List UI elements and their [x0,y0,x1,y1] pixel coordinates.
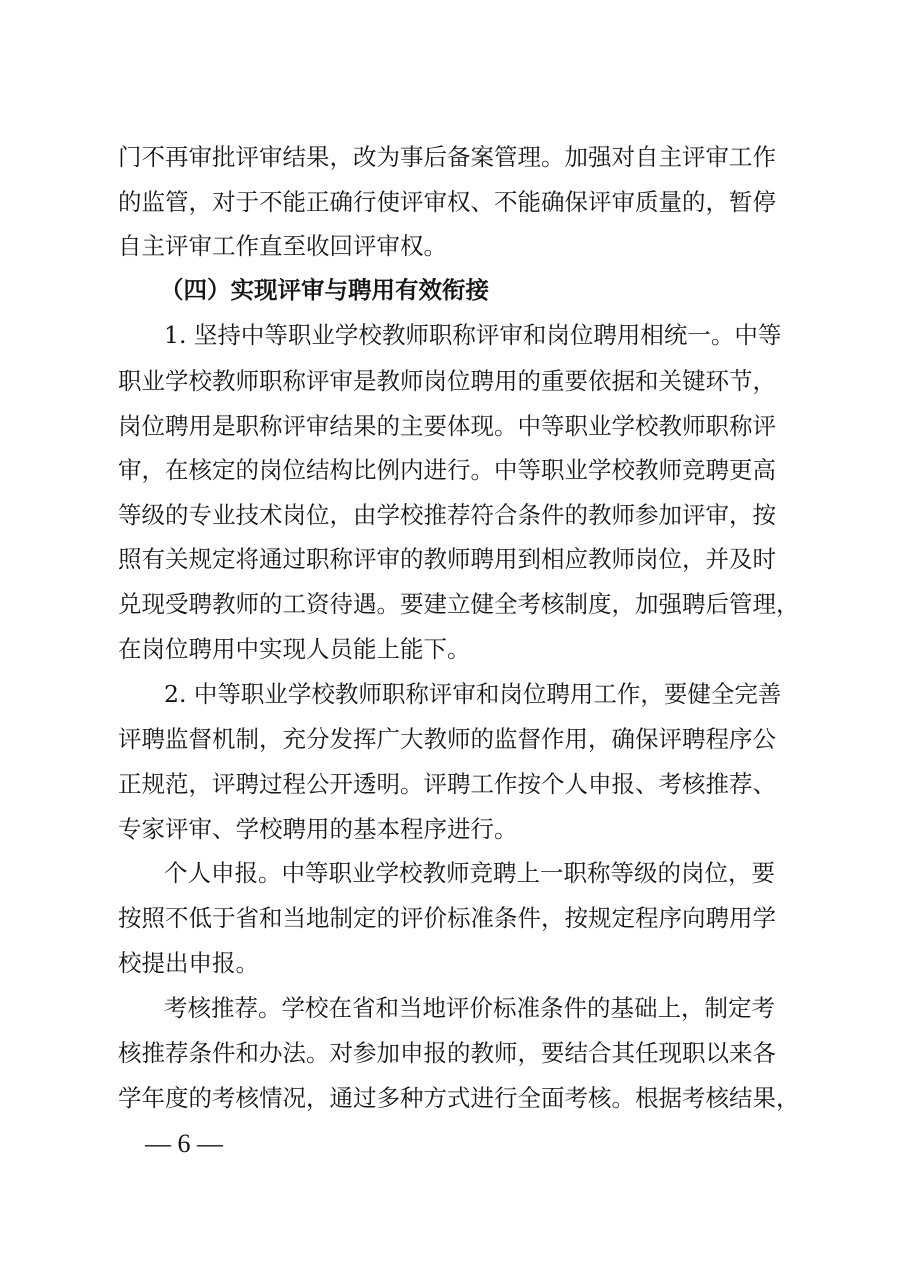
body-text-line: 在岗位聘用中实现人员能上能下。 [118,635,471,663]
body-text-line: 自主评审工作直至收回评审权。 [118,232,447,260]
body-text-line: 2. 中等职业学校教师职称评审和岗位聘用工作，要健全完善 [164,680,782,708]
body-text-line: 个人申报。中等职业学校教师竞聘上一职称等级的岗位，要 [164,859,775,887]
body-text-line: 正规范，评聘过程公开透明。评聘工作按个人申报、考核推荐、 [118,770,776,798]
body-text-line: 核推荐条件和办法。对参加申报的教师，要结合其任现职以来各 [118,1039,776,1067]
body-text-line: 校提出申报。 [118,949,259,977]
page-number: — 6 — [145,1129,223,1158]
body-text-line: 兑现受聘教师的工资待遇。要建立健全考核制度，加强聘后管理， [118,590,800,618]
body-text-line: 1. 坚持中等职业学校教师职称评审和岗位聘用相统一。中等 [164,321,782,349]
body-text-line: 门不再审批评审结果，改为事后备案管理。加强对自主评审工作 [118,143,776,171]
body-text-line: 专家评审、学校聘用的基本程序进行。 [118,815,518,843]
body-text-line: 审，在核定的岗位结构比例内进行。中等职业学校教师竞聘更高 [118,456,776,484]
body-text-line: 职业学校教师职称评审是教师岗位聘用的重要依据和关键环节， [118,367,776,395]
body-text-line: 按照不低于省和当地制定的评价标准条件，按规定程序向聘用学 [118,904,776,932]
body-text-line: 岗位聘用是职称评审结果的主要体现。中等职业学校教师职称评 [118,412,776,440]
body-text-line: 照有关规定将通过职称评审的教师聘用到相应教师岗位，并及时 [118,545,776,573]
body-text-line: 等级的专业技术岗位，由学校推荐符合条件的教师参加评审，按 [118,501,776,529]
section-heading: （四）实现评审与聘用有效衔接 [160,276,489,304]
body-text-line: 考核推荐。学校在省和当地评价标准条件的基础上，制定考 [164,994,775,1022]
body-text-line: 的监管，对于不能正确行使评审权、不能确保评审质量的，暂停 [118,188,776,216]
body-text-line: 评聘监督机制，充分发挥广大教师的监督作用，确保评聘程序公 [118,725,776,753]
body-text-line: 学年度的考核情况，通过多种方式进行全面考核。根据考核结果， [118,1084,800,1112]
